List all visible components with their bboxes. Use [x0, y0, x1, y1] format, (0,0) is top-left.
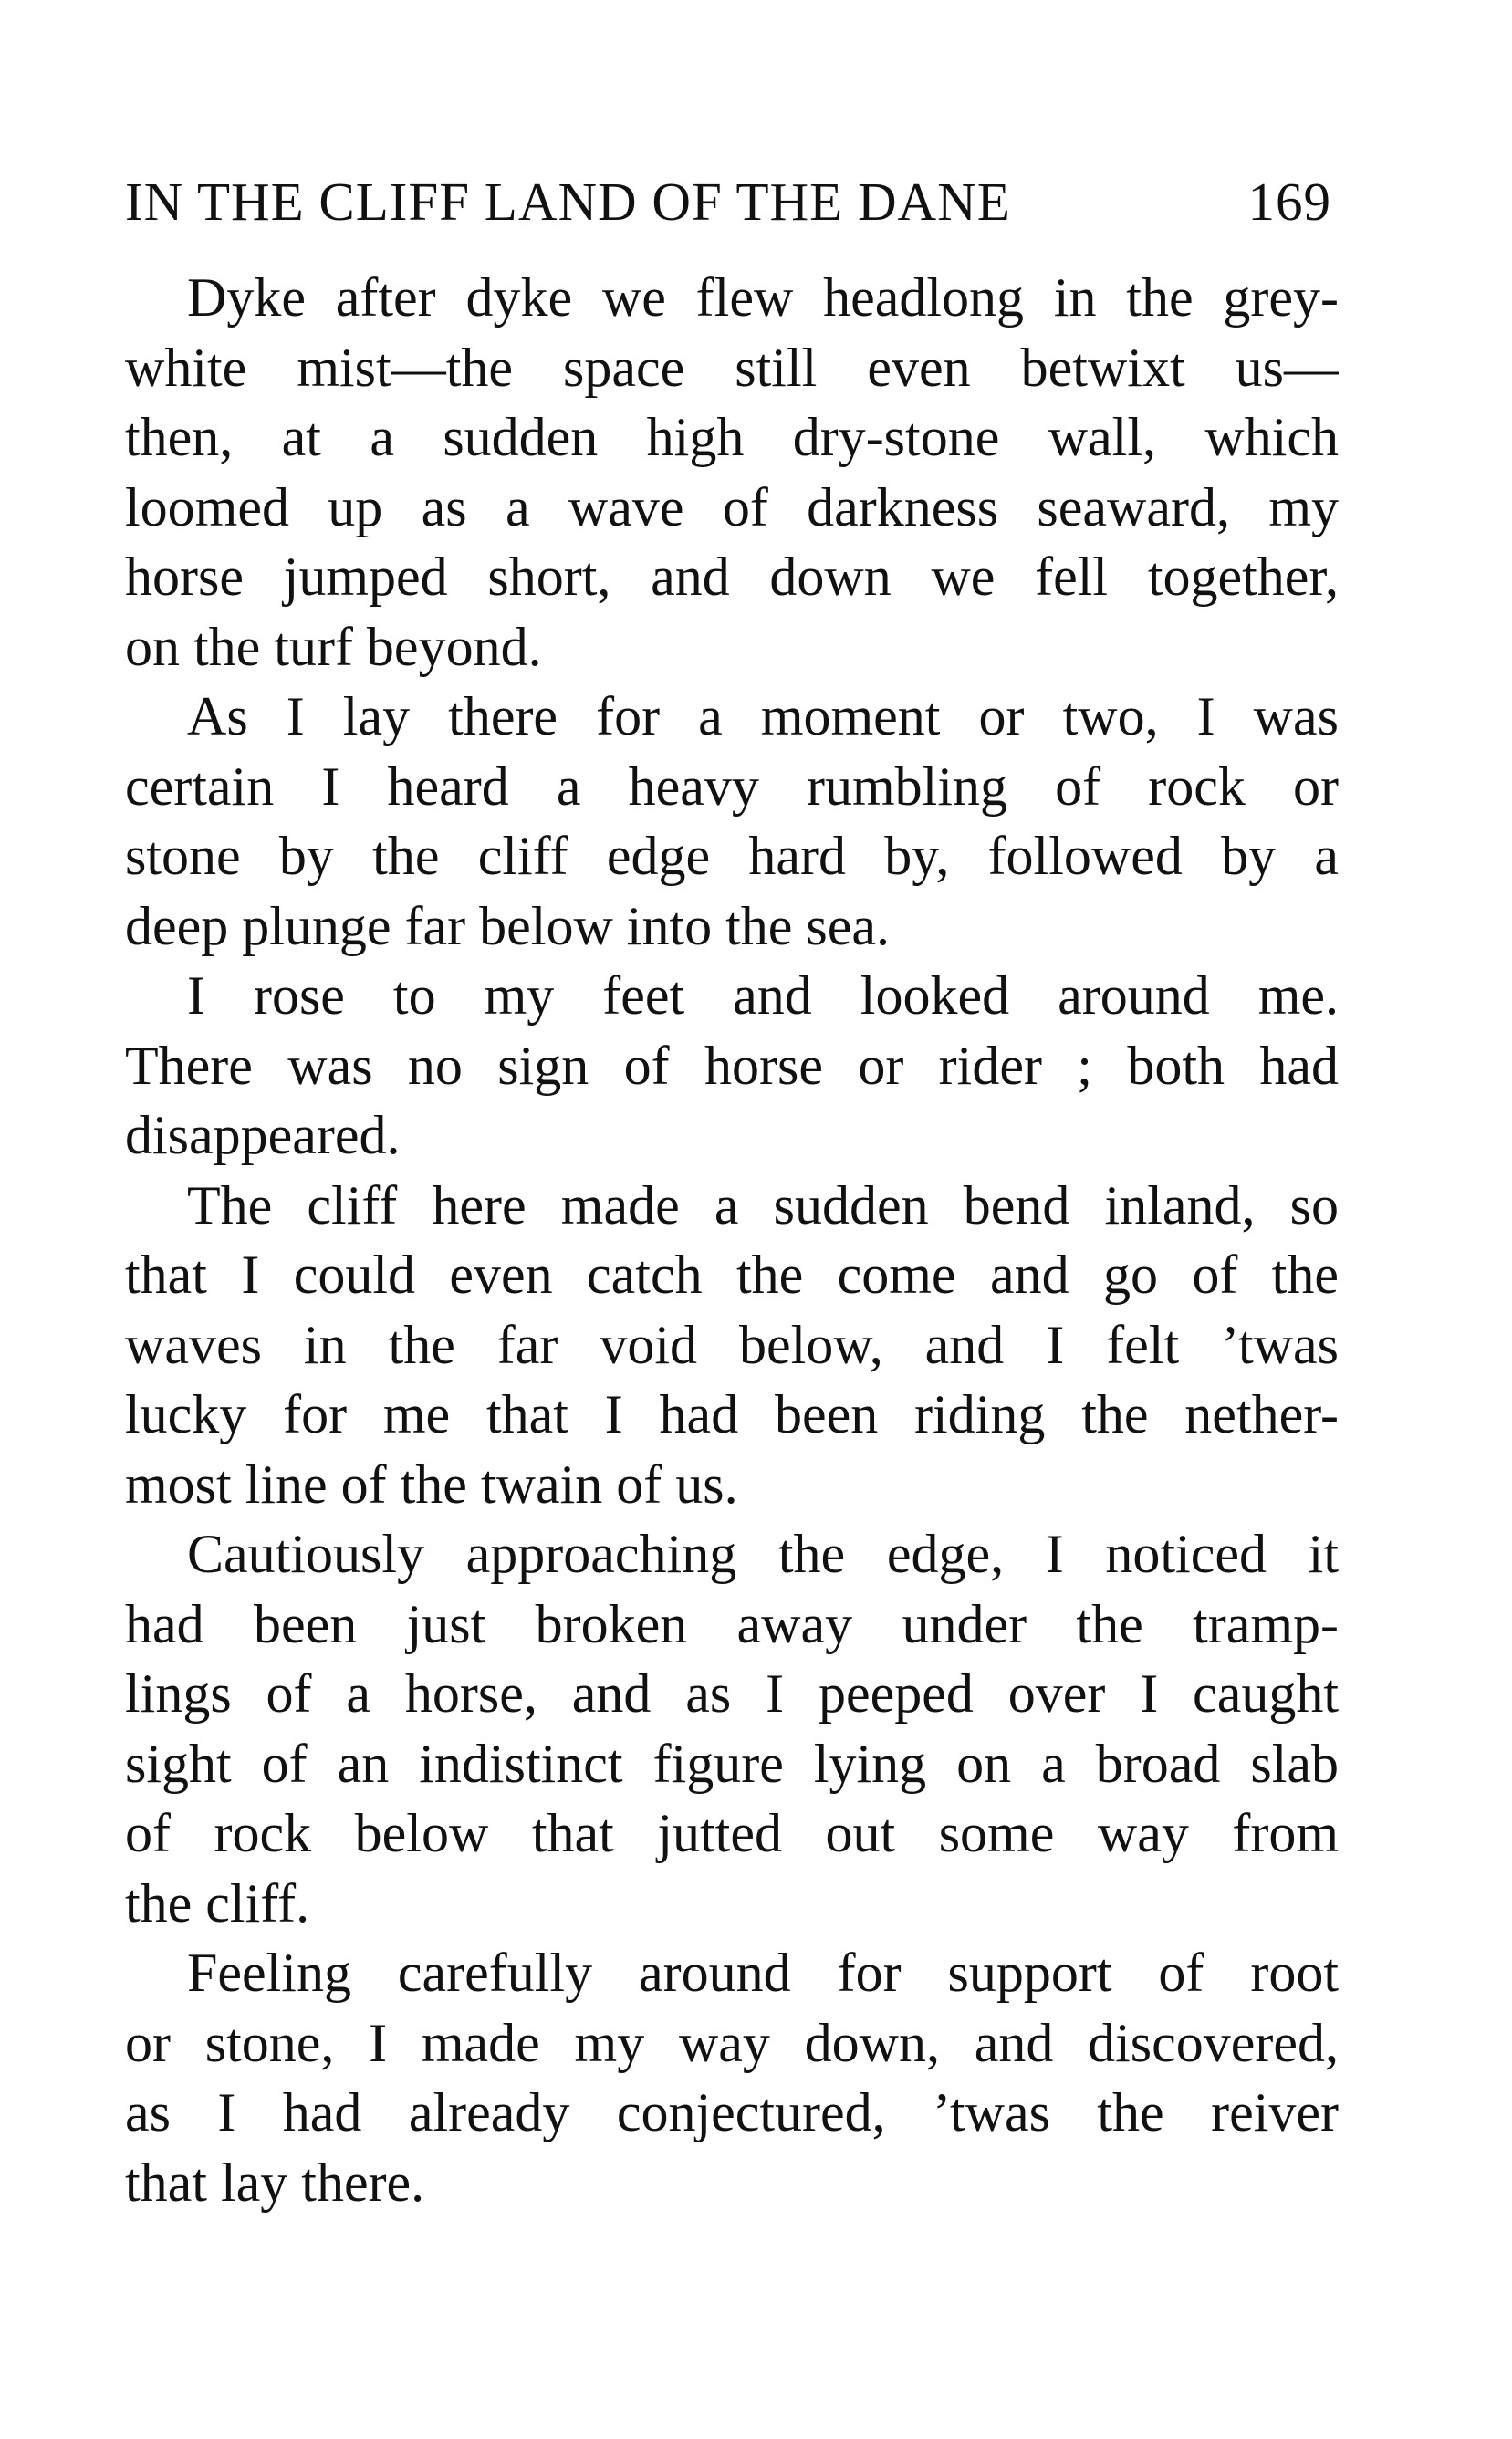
text-line: that I could even catch the come and go of the: [125, 1245, 1339, 1305]
text-line: most line of the twain of us.: [125, 1454, 738, 1515]
text-line: disappeared.: [125, 1105, 401, 1165]
text-line: loomed up as a wave of darkness seaward, my: [125, 476, 1339, 537]
page-number: 169: [1247, 172, 1331, 232]
text-line: There was no sign of horse or rider ; both had: [125, 1035, 1339, 1096]
text-line: The cliff here made a sudden bend inland, so: [187, 1174, 1339, 1235]
paragraph: [125, 1519, 1339, 1938]
text-line: had been just broken away under the tramp-: [125, 1593, 1339, 1654]
text-line: of rock below that jutted out some way from: [125, 1803, 1339, 1863]
text-line: sight of an indistinct figure lying on a broad slab: [125, 1733, 1339, 1794]
body-text: [125, 263, 1339, 2217]
paragraph: [125, 1938, 1339, 2217]
text-line: the cliff.: [125, 1872, 310, 1933]
paragraph: [125, 1171, 1339, 1520]
text-line: white mist—the space still even betwixt us—: [125, 337, 1339, 398]
text-line: certain I heard a heavy rumbling of rock or: [125, 756, 1339, 817]
paragraph: [125, 961, 1339, 1171]
text-line: horse jumped short, and down we fell together,: [125, 547, 1339, 607]
text-line: that lay there.: [125, 2152, 425, 2213]
text-line: Dyke after dyke we flew headlong in the grey-: [187, 267, 1339, 328]
text-line: or stone, I made my way down, and discovered,: [125, 2012, 1339, 2073]
text-line: Cautiously approaching the edge, I noticed it: [187, 1524, 1339, 1584]
running-head: [125, 170, 1339, 234]
paragraph: [125, 682, 1339, 961]
text-line: lucky for me that I had been riding the nether-: [125, 1384, 1339, 1444]
text-line: on the turf beyond.: [125, 616, 542, 677]
text-line: I rose to my feet and looked around me.: [187, 965, 1339, 1026]
running-title: IN THE CLIFF LAND OF THE DANE: [125, 172, 1011, 232]
text-line: then, at a sudden high dry-stone wall, which: [125, 407, 1339, 467]
text-line: waves in the far void below, and I felt ’twas: [125, 1314, 1339, 1375]
text-line: deep plunge far below into the sea.: [125, 895, 891, 956]
text-line: lings of a horse, and as I peeped over I caught: [125, 1663, 1339, 1724]
text-line: Feeling carefully around for support of root: [187, 1943, 1339, 2003]
text-line: As I lay there for a moment or two, I was: [187, 686, 1339, 746]
text-line: as I had already conjectured, ’twas the reiver: [125, 2082, 1339, 2142]
paragraph: [125, 263, 1339, 682]
text-line: stone by the cliff edge hard by, followed by a: [125, 826, 1339, 886]
